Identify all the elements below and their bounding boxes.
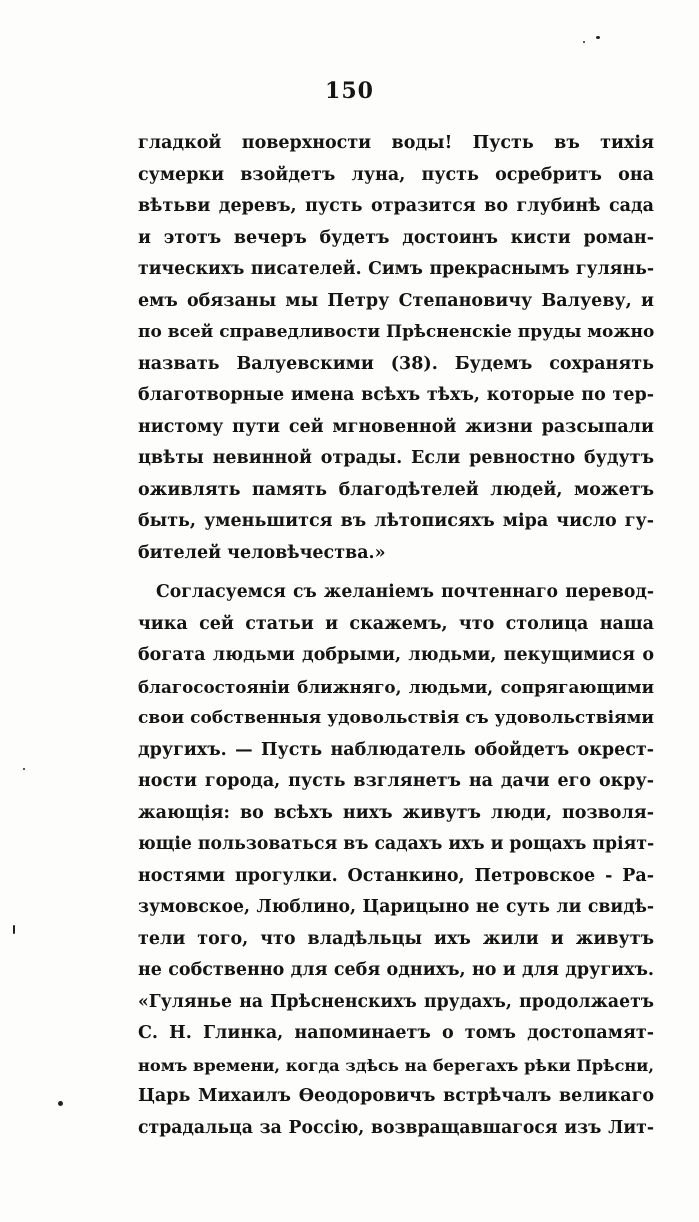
text-line: другихъ. — Пусть наблюдатель обойдетъ окрест- [138,739,654,760]
text-line: тическихъ писателей. Симъ прекраснымъ гулянь- [138,259,654,279]
paragraph-2 [138,577,654,1144]
scan-speck [596,36,600,39]
paragraph-1 [138,128,654,569]
text-line: зумовское, Люблино, Царицыно не суть ли свидѣ- [138,897,654,917]
text-line: Согласуемся съ желаніемъ почтеннаго перевод- [156,582,654,602]
text-line: бителей человѣчества.» [138,542,386,563]
scan-speck [13,925,15,934]
text-line: назвать Валуевскими (38). Будемъ сохранять [138,353,654,374]
text-line: и этотъ вечеръ будетъ достоинъ кисти роман- [138,227,654,248]
text-line: чика сей статьи и скажемъ, что столица наша [138,613,654,634]
page-number: 150 [325,78,374,104]
text-line: С. Н. Глинка, напоминаетъ о томъ достопамят- [138,1023,654,1043]
text-line: емъ обязаны мы Петру Степановичу Валуеву, и [138,290,654,311]
text-line: тели того, что владѣльцы ихъ жили и живутъ [138,928,654,949]
text-line: Царь Михаилъ Ѳеодоровичъ встрѣчалъ великаго [138,1086,654,1106]
text-line: богата людьми добрыми, людьми, пекущимися о [138,645,654,665]
text-line: ности города, пусть взглянетъ на дачи его окру- [138,771,654,791]
text-line: сумерки взойдетъ луна, пусть осребритъ она [138,164,654,185]
text-line: вѣтьви деревъ, пусть отразится во глубинѣ сада [138,196,654,216]
text-line: страдальца за Россію, возвращавшагося изъ Лит- [138,1117,654,1138]
text-line: быть, уменьшится въ лѣтописяхъ міра число гу- [138,511,654,531]
text-line: жающія: во всѣхъ нихъ живутъ люди, позволя- [138,802,654,823]
scan-speck [58,1101,63,1106]
text-line: по всей справедливости Прѣсненскіе пруды можно [138,322,655,342]
text-line: гладкой поверхности воды! Пусть въ тихія [138,133,654,153]
text-line: нистому пути сей мгновенной жизни разсыпали [138,416,654,437]
text-line: ющіе пользоваться въ садахъ ихъ и рощахъ пріят- [138,834,655,854]
text-line: благосостояніи ближняго, людьми, сопрягающими [138,676,654,697]
text-line: номъ времени, когда здѣсь на берегахъ рѣки Прѣсни, [138,1055,654,1075]
text-line: цвѣты невинной отрады. Если ревностно будутъ [138,448,654,468]
scan-speck [23,768,25,770]
scan-speck [583,41,585,43]
text-line: ностями прогулки. Останкино, Петровское - Ра- [138,865,654,886]
text-line: «Гулянье на Прѣсненскихъ прудахъ, продолжаетъ [138,991,654,1012]
text-line: не собственно для себя однихъ, но и для другихъ. [138,960,654,980]
text-line: оживлять память благодѣтелей людей, можетъ [138,479,654,500]
text-line: свои собственныя удовольствія съ удовольствіями [138,708,654,728]
text-line: благотворные имена всѣхъ тѣхъ, которые по тер- [138,385,654,405]
body-text [138,128,654,1144]
